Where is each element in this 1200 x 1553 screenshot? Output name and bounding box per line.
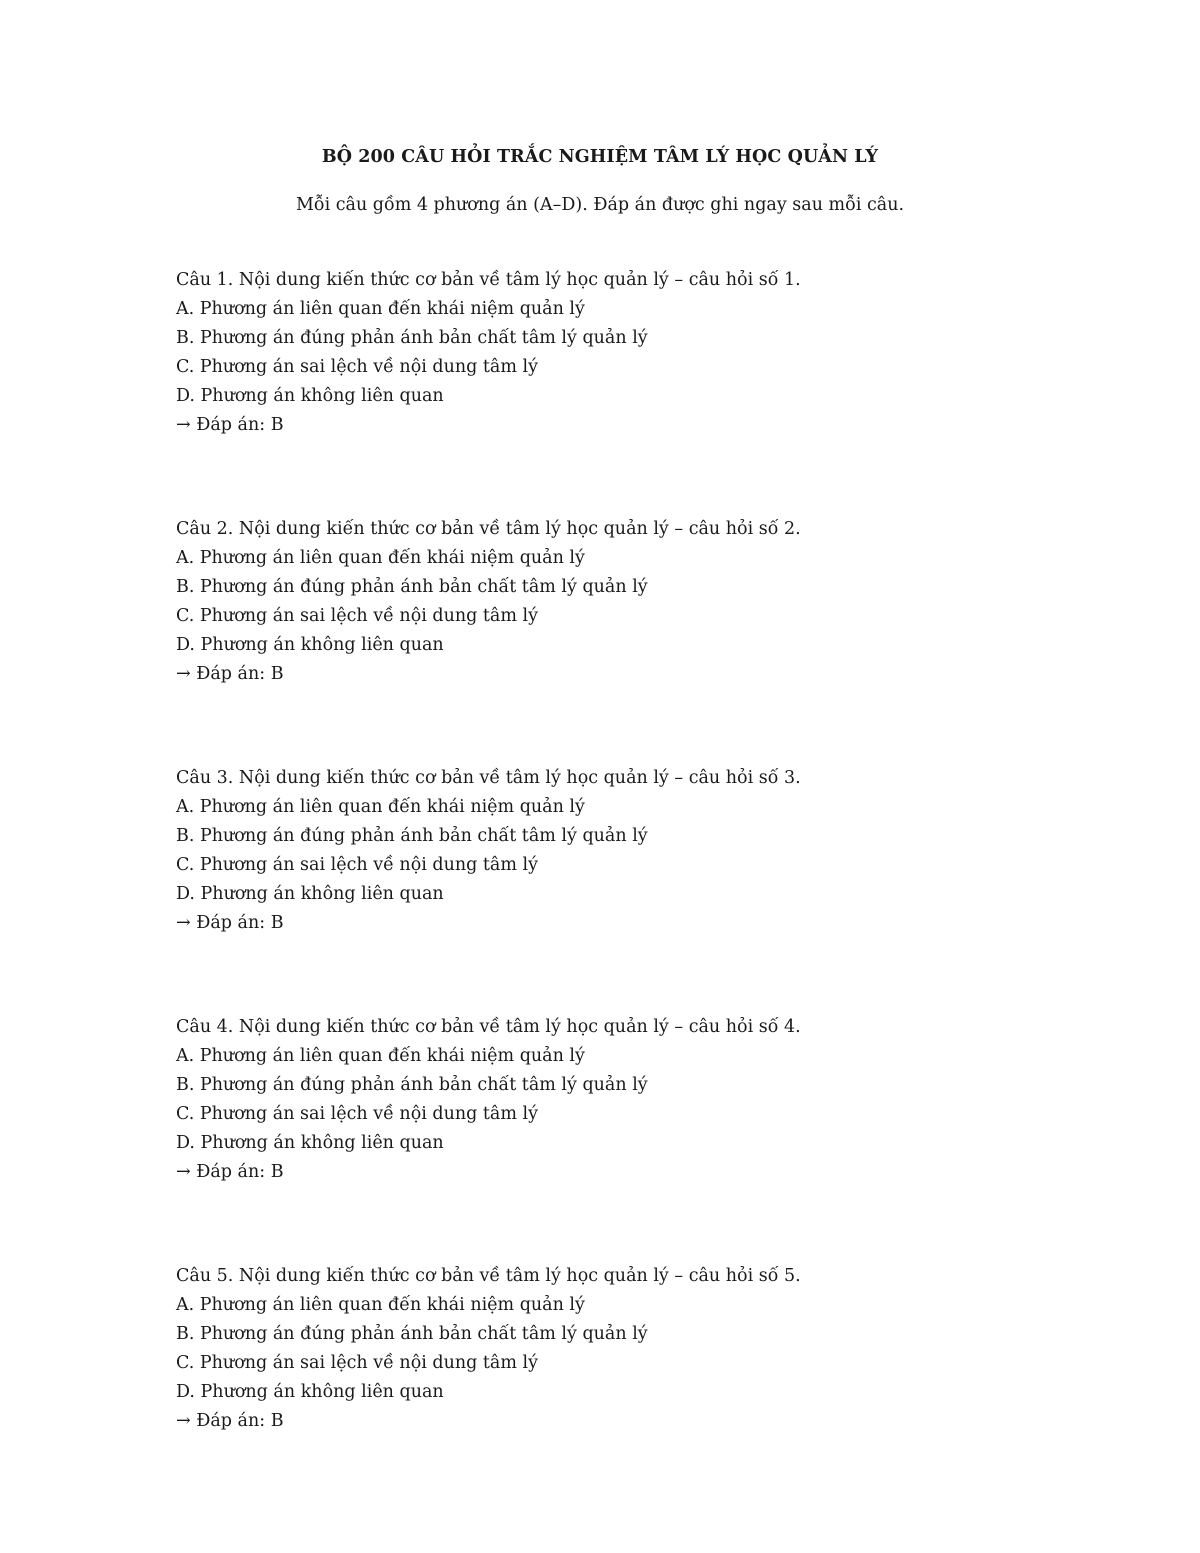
answer-line: → Đáp án: B bbox=[176, 664, 284, 684]
answer-line: → Đáp án: B bbox=[176, 1411, 284, 1431]
question-list bbox=[176, 266, 1076, 1511]
answer-line: → Đáp án: B bbox=[176, 1162, 284, 1182]
document-subtitle: Mỗi câu gồm 4 phương án (A–D). Đáp án được ghi ngay sau mỗi câu. bbox=[295, 195, 905, 215]
option-d: D. Phương án không liên quan bbox=[176, 1382, 444, 1402]
question-text: Câu 5. Nội dung kiến thức cơ bản về tâm lý học quản lý – câu hỏi số 5. bbox=[176, 1266, 801, 1286]
option-d: D. Phương án không liên quan bbox=[176, 386, 444, 406]
option-b: B. Phương án đúng phản ánh bản chất tâm lý quản lý bbox=[176, 1324, 648, 1344]
question-block-5 bbox=[176, 1262, 1076, 1436]
option-d: D. Phương án không liên quan bbox=[176, 884, 444, 904]
option-a: A. Phương án liên quan đến khái niệm quản lý bbox=[176, 548, 585, 568]
option-c: C. Phương án sai lệch về nội dung tâm lý bbox=[176, 357, 539, 377]
question-block-3 bbox=[176, 764, 1076, 938]
question-text: Câu 4. Nội dung kiến thức cơ bản về tâm lý học quản lý – câu hỏi số 4. bbox=[176, 1017, 801, 1037]
option-a: A. Phương án liên quan đến khái niệm quản lý bbox=[176, 1046, 585, 1066]
option-c: C. Phương án sai lệch về nội dung tâm lý bbox=[176, 606, 539, 626]
question-block-1 bbox=[176, 266, 1076, 440]
question-text: Câu 3. Nội dung kiến thức cơ bản về tâm lý học quản lý – câu hỏi số 3. bbox=[176, 768, 801, 788]
option-b: B. Phương án đúng phản ánh bản chất tâm lý quản lý bbox=[176, 1075, 648, 1095]
option-d: D. Phương án không liên quan bbox=[176, 1133, 444, 1153]
option-c: C. Phương án sai lệch về nội dung tâm lý bbox=[176, 855, 539, 875]
option-c: C. Phương án sai lệch về nội dung tâm lý bbox=[176, 1104, 539, 1124]
option-c: C. Phương án sai lệch về nội dung tâm lý bbox=[176, 1353, 539, 1373]
document-title: BỘ 200 CÂU HỎI TRẮC NGHIỆM TÂM LÝ HỌC QUẢN LÝ bbox=[321, 147, 879, 167]
option-a: A. Phương án liên quan đến khái niệm quản lý bbox=[176, 1295, 585, 1315]
option-a: A. Phương án liên quan đến khái niệm quản lý bbox=[176, 299, 585, 319]
option-b: B. Phương án đúng phản ánh bản chất tâm lý quản lý bbox=[176, 328, 648, 348]
answer-line: → Đáp án: B bbox=[176, 415, 284, 435]
question-block-2 bbox=[176, 515, 1076, 689]
question-text: Câu 2. Nội dung kiến thức cơ bản về tâm lý học quản lý – câu hỏi số 2. bbox=[176, 519, 801, 539]
question-block-4 bbox=[176, 1013, 1076, 1187]
option-b: B. Phương án đúng phản ánh bản chất tâm lý quản lý bbox=[176, 826, 648, 846]
answer-line: → Đáp án: B bbox=[176, 913, 284, 933]
option-a: A. Phương án liên quan đến khái niệm quản lý bbox=[176, 797, 585, 817]
option-d: D. Phương án không liên quan bbox=[176, 635, 444, 655]
option-b: B. Phương án đúng phản ánh bản chất tâm lý quản lý bbox=[176, 577, 648, 597]
question-text: Câu 1. Nội dung kiến thức cơ bản về tâm lý học quản lý – câu hỏi số 1. bbox=[176, 270, 801, 290]
